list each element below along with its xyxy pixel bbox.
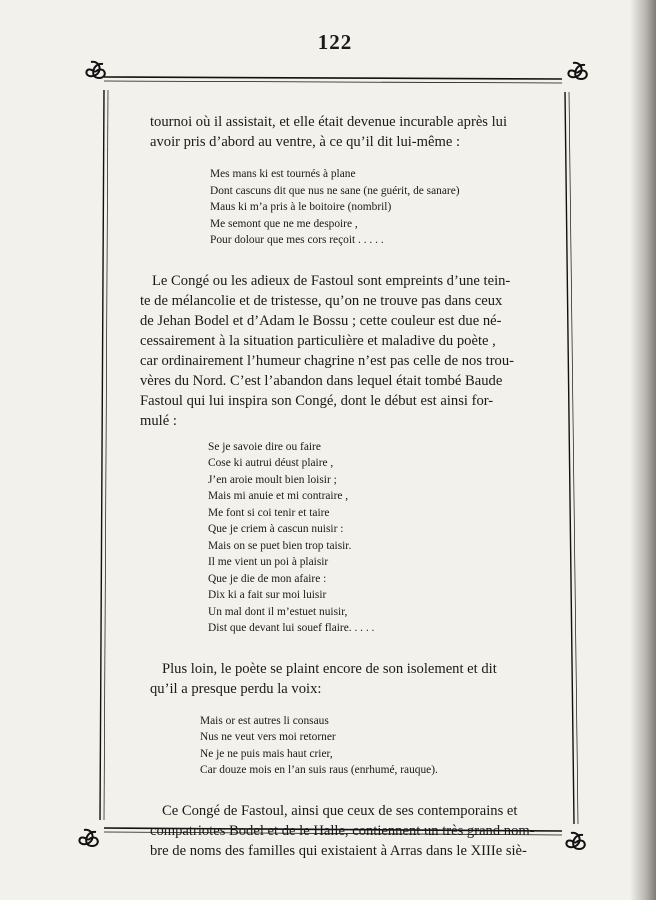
text-line: bre de noms des familles qui existaient à Arras dans le XIIIe siè- (150, 842, 527, 859)
paragraph-conge (140, 271, 540, 431)
corner-ornament-top-left-icon (86, 62, 104, 78)
verse-line: Mes mans ki est tournés à plane (210, 168, 356, 180)
verse-line: Que je die de mon afaire : (208, 572, 327, 585)
verse-line: Mais mi anuie et mi contraire , (208, 490, 349, 502)
verse-line: Mais on se puet bien trop taisir. (208, 539, 352, 552)
scan-page-edge (630, 0, 656, 900)
verse-quotation-2 (208, 439, 540, 637)
paragraph-conclusion (150, 801, 540, 861)
text-line: de Jehan Bodel et d’Adam le Bossu ; cette couleur est due né- (140, 312, 502, 329)
verse-line: J’en aroie moult bien loisir ; (208, 473, 337, 486)
verse-quotation-3 (200, 713, 540, 779)
text-line: te de mélancolie et de tristesse, qu’on ne trouve pas dans ceux (140, 292, 503, 309)
text-line: qu’il a presque perdu la voix: (150, 680, 322, 697)
verse-line: Me font si coi tenir et taire (208, 506, 330, 519)
verse-line: Que je criem à cascun nuisir : (208, 523, 344, 535)
corner-ornament-bottom-left-icon (79, 830, 97, 846)
text-line: tournoi où il assistait, et elle était devenue incurable après lui (150, 114, 508, 130)
text-line: avoir pris d’abord au ventre, à ce qu’il dit lui-même : (150, 134, 461, 150)
verse-quotation-1 (210, 166, 540, 249)
text-line: mulé : (140, 412, 177, 429)
text-line: Ce Congé de Fastoul, ainsi que ceux de ses contemporains et (162, 802, 518, 819)
verse-line: Ne je ne puis mais haut crier, (200, 747, 333, 760)
verse-line: Me semont que ne me despoire , (210, 217, 358, 230)
verse-line: Un mal dont il m’estuet nuisir, (208, 605, 348, 618)
paragraph-intro (150, 112, 540, 152)
text-line: vères du Nord. C’est l’abandon dans lequel était tombé Baude (140, 372, 503, 389)
corner-ornament-top-right-icon (568, 63, 586, 79)
verse-line: Il me vient un poi à plaisir (208, 556, 329, 568)
verse-line: Mais or est autres li consaus (200, 714, 329, 727)
text-line: Fastoul qui lui inspira son Congé, dont le début est ainsi for- (140, 392, 494, 409)
page-body (140, 112, 540, 861)
page-number: 122 (317, 30, 353, 54)
verse-line: Cose ki autrui déust plaire , (208, 457, 334, 469)
verse-line: Dont cascuns dit que nus ne sane (ne guérit, de sanare) (210, 184, 460, 197)
corner-ornament-bottom-right-icon (566, 833, 584, 849)
text-line: cessairement à la situation particulière et maladive du poète , (140, 332, 496, 349)
verse-line: Se je savoie dire ou faire (208, 440, 321, 453)
verse-line: Pour dolour que mes cors reçoit . . . . . (210, 234, 384, 246)
text-line: Plus loin, le poète se plaint encore de son isolement et dit (162, 660, 497, 677)
text-line: car ordinairement l’humeur chagrine n’est pas celle de nos trou- (140, 352, 515, 369)
text-line: compatriotes Bodel et de le Halle, contiennent un très grand nom- (150, 822, 535, 839)
text-line: Le Congé ou les adieux de Fastoul sont empreints d’une tein- (152, 272, 511, 289)
verse-line: Car douze mois en l’an suis raus (enrhumé, rauque). (200, 764, 438, 776)
verse-line: Dist que devant lui souef flaire. . . . . (208, 622, 375, 634)
verse-line: Dix ki a fait sur moi luisir (208, 589, 327, 601)
verse-line: Nus ne veut vers moi retorner (200, 731, 336, 743)
paragraph-isolement (150, 659, 540, 699)
verse-line: Maus ki m’a pris à le boitoire (nombril) (210, 201, 392, 213)
